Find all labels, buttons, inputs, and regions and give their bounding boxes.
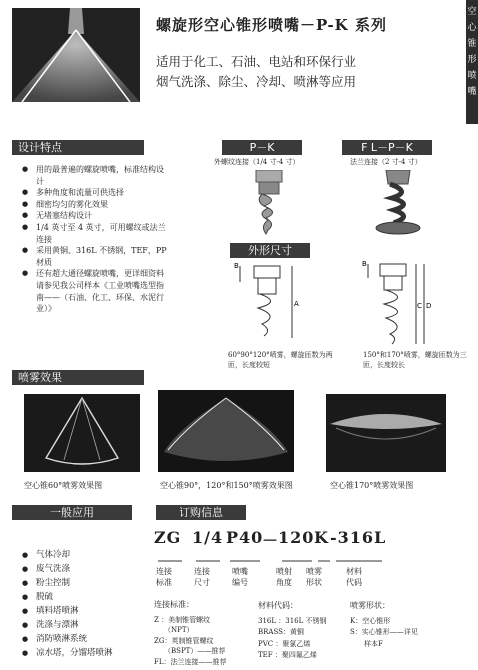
dimension-drawing-right	[358, 256, 442, 352]
side-char: 形	[467, 55, 477, 65]
list-item: ● 采用黄铜、316L 不锈钢，TEF，PP 材质	[22, 245, 170, 268]
subtitle-line-1: 适用于化工、石油、电站和环保行业	[156, 54, 357, 69]
block-line: TEF ：聚四氟乙烯	[258, 651, 317, 659]
block-line: FL：法兰连接——推荐	[154, 657, 227, 666]
code-part: 120	[278, 528, 315, 547]
dimension-note-right: 150°和170°喷雾，螺旋匝数为三匝，长度较长	[363, 351, 467, 369]
material-code-block	[258, 600, 348, 662]
list-item: ● 填料塔喷淋	[22, 604, 162, 618]
code-part: -316L	[330, 528, 387, 547]
label-line: 连接	[156, 567, 172, 576]
label-line: 喷嘴	[232, 567, 248, 576]
block-line: K：空心锥形	[350, 616, 391, 625]
spray-heading: 喷雾效果	[12, 370, 144, 385]
label-line: 编号	[232, 578, 248, 587]
list-item: ● 无堵塞结构设计	[22, 210, 170, 222]
side-char: 心	[467, 23, 477, 33]
side-char: 喷	[467, 71, 477, 81]
spray-photo-60	[24, 394, 140, 472]
block-line: BRASS：黄铜	[258, 628, 304, 636]
dim-label-b: B	[234, 262, 239, 270]
list-item: ● 用的最普遍的螺旋喷嘴，标准结构设计	[22, 164, 170, 187]
model-pk-label: P－K	[222, 140, 302, 155]
label-line: 代码	[346, 578, 362, 587]
side-category-tab	[466, 0, 478, 124]
subtitle-line-2: 烟气洗涤、除尘、冷却、喷淋等应用	[156, 74, 357, 89]
code-part: K	[314, 528, 329, 547]
ordering-heading: 订购信息	[156, 505, 246, 520]
block-title: 喷雾形状：	[350, 601, 390, 610]
page-title: 螺旋形空心锥形喷嘴－P-K 系列	[156, 16, 387, 34]
code-label-spray-shape	[300, 566, 328, 588]
list-item: ● 粉尘控制	[22, 576, 162, 590]
block-title: 材料代码：	[258, 601, 298, 610]
code-part: ZG	[154, 528, 182, 547]
code-underline	[156, 552, 386, 560]
dim-label-b: B	[362, 260, 367, 268]
label-line: 连接	[194, 567, 210, 576]
list-item: ● 洗涤与漂淋	[22, 618, 162, 632]
order-code	[154, 528, 387, 550]
dim-label-d: D	[426, 302, 432, 310]
dimensions-heading: 外形尺寸	[230, 243, 310, 258]
applications-list	[22, 548, 162, 660]
dim-label-a: A	[294, 300, 299, 308]
side-char: 嘴	[467, 87, 477, 97]
list-item: ● 废气洗涤	[22, 562, 162, 576]
block-line: Z ：美制锥管螺纹	[154, 615, 211, 624]
label-line: 尺寸	[194, 578, 210, 587]
label-line: 材料	[346, 567, 362, 576]
block-line: （BSPT）——推荐	[164, 647, 226, 655]
block-line: 316L ：316L 不锈钢	[258, 616, 327, 625]
spray-caption-170: 空心锥170°喷雾效果图	[330, 481, 414, 490]
dimension-note-left: 60°90°120°喷雾，螺旋匝数为两匝，长度较短	[228, 351, 333, 369]
features-heading: 设计特点	[12, 140, 144, 155]
code-label-spray-angle	[270, 566, 298, 588]
list-item: ● 1/4 英寸至 4 英寸，可用螺纹或法兰连接	[22, 222, 170, 245]
block-line: PVC ：聚氯乙烯	[258, 639, 311, 648]
connection-standard-block	[154, 600, 254, 667]
spray-photo-170	[326, 394, 446, 472]
label-line: 形状	[306, 578, 322, 587]
side-char: 锥	[467, 39, 477, 49]
list-item: ● 细密均匀的雾化效果	[22, 199, 170, 211]
flpk-nozzle-image	[368, 170, 428, 240]
spray-caption-90-150: 空心锥90°，120°和150°喷雾效果图	[160, 481, 293, 490]
model-flpk-desc: 法兰连接（2 寸-4 寸）	[350, 158, 422, 166]
code-part: －	[262, 531, 280, 550]
label-line: 标准	[156, 578, 172, 587]
side-char: 空	[467, 7, 477, 17]
dim-label-c: C	[417, 302, 422, 310]
label-line: 角度	[276, 578, 292, 587]
code-label-nozzle-number	[226, 566, 254, 588]
code-label-connection-size	[188, 566, 216, 588]
list-item: ● 凉水塔，分馏塔喷淋	[22, 646, 162, 660]
model-pk-desc: 外螺纹连接（1/4 寸-4 寸）	[214, 158, 300, 166]
code-label-material	[340, 566, 368, 588]
dimension-drawing-left	[226, 260, 306, 348]
list-item: ● 气体冷却	[22, 548, 162, 562]
pk-nozzle-image	[246, 170, 292, 240]
model-flpk-label: F L－P－K	[342, 140, 432, 155]
block-line: S：实心锥形——详见	[350, 628, 418, 636]
list-item: ● 消防喷淋系统	[22, 632, 162, 646]
spray-photo-90-150	[158, 390, 294, 472]
list-item: ● 还有超大通径螺旋喷嘴，更详细资料请参见我公司样本《工业喷嘴选型指南——（石油、化工、环保、水泥行业）》	[22, 268, 170, 314]
block-line: ZG：英制锥管螺纹	[154, 636, 214, 645]
block-line: （NPT）	[164, 626, 194, 634]
code-part: P40	[226, 528, 264, 547]
features-list	[22, 164, 170, 315]
spray-caption-60: 空心锥60°喷雾效果图	[24, 481, 103, 490]
spray-shape-block	[350, 600, 450, 650]
block-title: 连接标准：	[154, 600, 194, 609]
label-line: 喷射	[276, 567, 292, 576]
block-line: 样本F	[364, 639, 383, 648]
code-part: 1/4	[192, 528, 224, 547]
label-line: 喷雾	[306, 567, 322, 576]
list-item: ● 脱硫	[22, 590, 162, 604]
list-item: ● 多种角度和流量可供选择	[22, 187, 170, 199]
code-label-connection-standard	[150, 566, 178, 588]
hero-spray-photo	[12, 8, 140, 102]
applications-heading: 一般应用	[12, 505, 132, 520]
